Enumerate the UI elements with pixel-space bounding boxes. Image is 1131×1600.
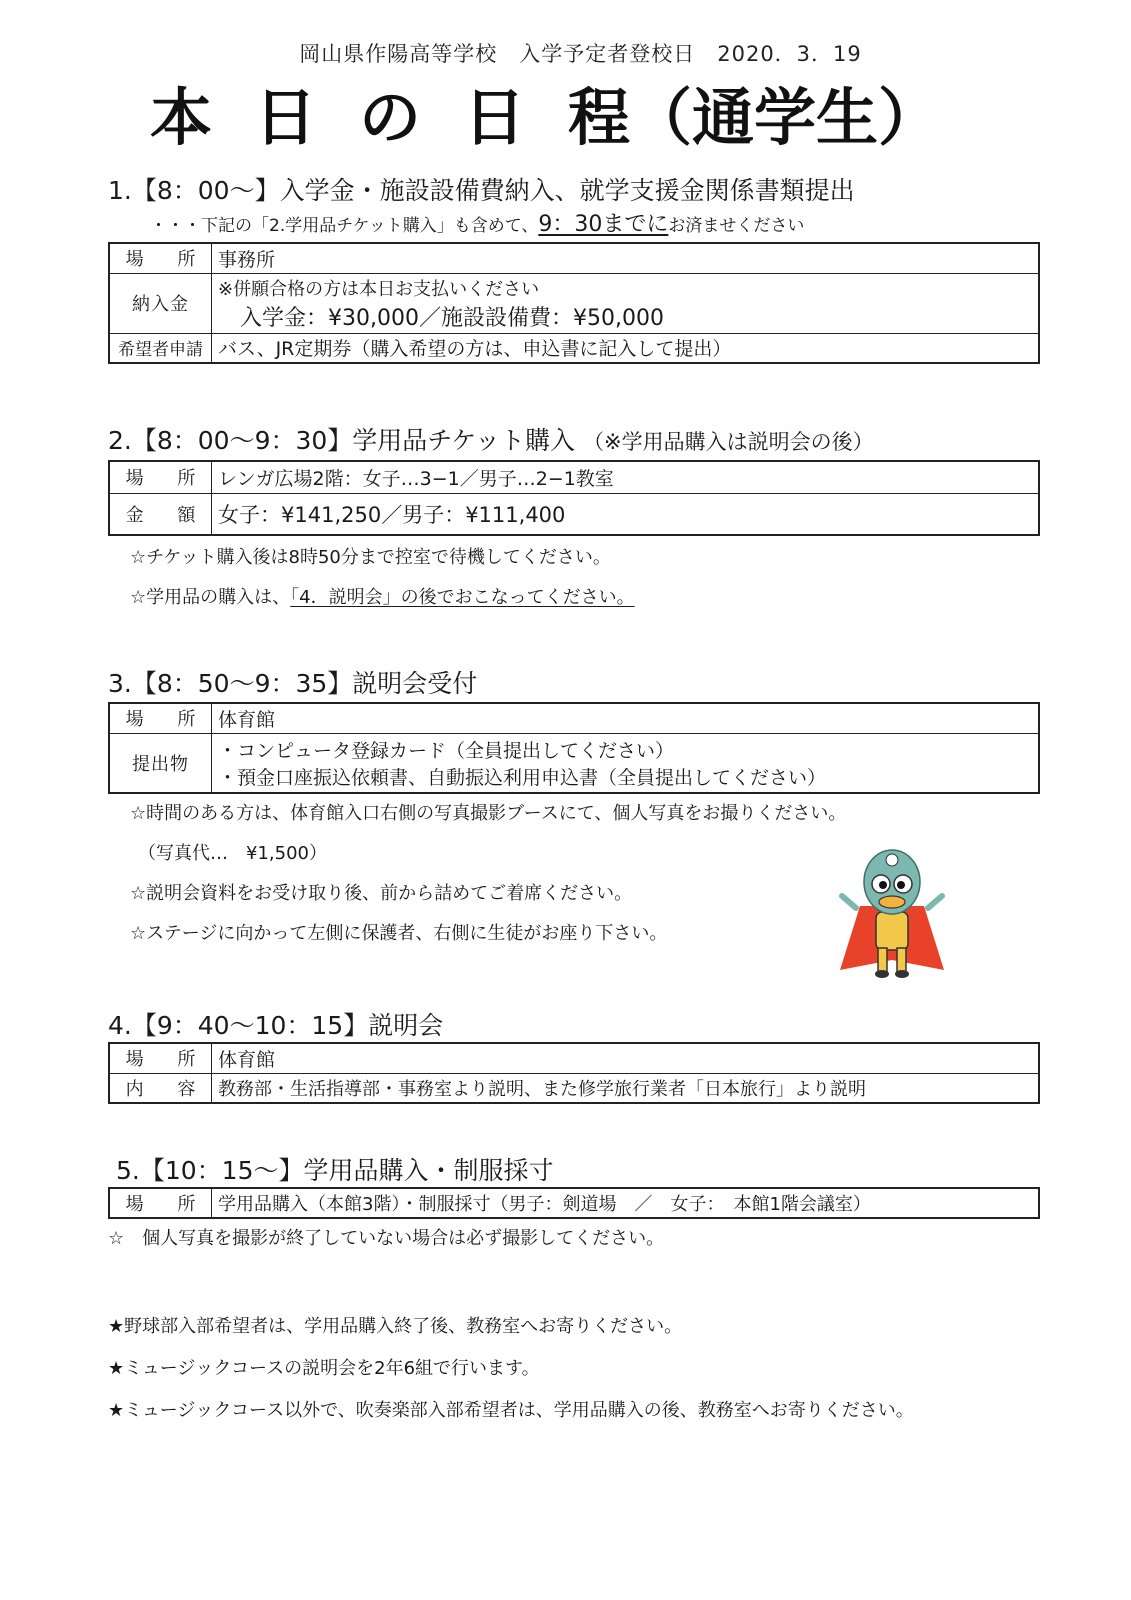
section-3-note-3: ☆説明会資料をお受け取り後、前から詰めてご着席ください。 — [130, 883, 633, 904]
section-5-heading: 5.【10：15〜】学用品購入・制服採寸 — [116, 1156, 554, 1185]
section-2-note-1: ☆チケット購入後は8時50分まで控室で待機してください。 — [130, 547, 611, 568]
title-char-1: 本 — [150, 81, 213, 154]
title-char-4: 日 — [463, 81, 526, 154]
place-label: 場 所 — [109, 703, 212, 733]
section-2-heading: 2.【8：00〜9：30】学用品チケット購入 — [108, 426, 576, 455]
section-2 — [108, 425, 1040, 610]
fee-amounts: 入学金：¥30,000／施設設備費：¥50,000 — [240, 305, 664, 331]
section-2-note-2-underlined: 「4．説明会」の後でおこなってください。 — [290, 587, 635, 608]
section-1-note — [108, 213, 1040, 238]
amount-value: 女子：¥141,250／男子：¥111,400 — [212, 493, 1040, 535]
section-4-heading: 4.【9：40〜10：15】説明会 — [108, 1011, 444, 1040]
section-1 — [108, 175, 1040, 364]
page-title — [150, 78, 940, 158]
place-label: 場 所 — [109, 1043, 212, 1073]
amount-label: 金 額 — [109, 493, 212, 535]
request-value: バス、JR定期券（購入希望の方は、申込書に記入して提出） — [212, 333, 1040, 363]
footer-note-3: ★ミュージックコース以外で、吹奏楽部入部希望者は、学用品購入の後、教務室へお寄りください。 — [108, 1400, 914, 1421]
section-1-note-post: お済ませください — [668, 216, 805, 236]
submit-item-2: ・預金口座振込依頼書、自動振込利用申込書（全員提出してください） — [218, 766, 827, 789]
title-char-5: 程（通学生） — [567, 81, 940, 154]
section-4 — [108, 1010, 1040, 1104]
section-4-table — [108, 1042, 1040, 1104]
footer-notes — [108, 1315, 1040, 1423]
mascot-illustration — [838, 848, 946, 980]
place-label: 場 所 — [109, 243, 212, 273]
submit-item-1: ・コンピュータ登録カード（全員提出してください） — [218, 739, 675, 762]
section-2-heading-row — [108, 425, 1040, 458]
place-value: 体育館 — [212, 703, 1040, 733]
place-value: 事務所 — [212, 243, 1040, 273]
title-char-3: の — [358, 81, 421, 154]
content-value: 教務部・生活指導部・事務室より説明、また修学旅行業者「日本旅行」より説明 — [212, 1073, 1040, 1103]
section-2-note-2-pre: ☆学用品の購入は、 — [130, 587, 291, 608]
document-header: 岡山県作陽高等学校 入学予定者登校日 2020．3．19 — [299, 42, 862, 66]
footer-note-1: ★野球部入部希望者は、学用品購入終了後、教務室へお寄りください。 — [108, 1316, 683, 1337]
section-3-note-1: ☆時間のある方は、体育館入口右側の写真撮影ブースにて、個人写真をお撮りください。 — [130, 803, 847, 824]
title-char-2: 日 — [254, 81, 317, 154]
section-3-heading: 3.【8：50〜9：35】説明会受付 — [108, 669, 478, 698]
submit-label: 提出物 — [109, 733, 212, 793]
submit-cell — [212, 733, 1040, 793]
section-5-note: ☆ 個人写真を撮影が終了していない場合は必ず撮影してください。 — [108, 1228, 665, 1249]
section-2-table — [108, 460, 1040, 536]
section-1-heading: 1.【8：00〜】入学金・施設設備費納入、就学支援金関係書類提出 — [108, 176, 855, 205]
footer-note-2: ★ミュージックコースの説明会を2年6組で行います。 — [108, 1358, 540, 1379]
fee-note: ※併願合格の方は本日お支払いください — [218, 278, 540, 300]
place-label: 場 所 — [109, 1188, 212, 1218]
section-3-note-2: （写真代… ¥1,500） — [138, 843, 327, 864]
section-1-note-pre: ・・・下記の「2.学用品チケット購入」も含めて、 — [150, 216, 539, 236]
section-3-table — [108, 702, 1040, 794]
place-label: 場 所 — [109, 461, 212, 493]
section-5 — [108, 1155, 1040, 1251]
place-value: 体育館 — [212, 1043, 1040, 1073]
section-2-heading-note: （※学用品購入は説明会の後） — [583, 430, 874, 454]
section-3-note-4: ☆ステージに向かって左側に保護者、右側に生徒がお座り下さい。 — [130, 923, 668, 944]
section-5-table — [108, 1187, 1040, 1219]
request-label: 希望者申請 — [109, 333, 212, 363]
content-label: 内 容 — [109, 1073, 212, 1103]
fee-cell — [212, 273, 1040, 333]
section-1-note-deadline: 9：30までに — [538, 212, 669, 237]
section-1-table — [108, 242, 1040, 364]
place-value: レンガ広場2階：女子…3−1／男子…2−1教室 — [212, 461, 1040, 493]
fee-label: 納入金 — [109, 273, 212, 333]
section-2-note-2 — [108, 586, 1040, 610]
place-value: 学用品購入（本館3階）・制服採寸（男子：剣道場 ／ 女子： 本館1階会議室） — [212, 1188, 1040, 1218]
